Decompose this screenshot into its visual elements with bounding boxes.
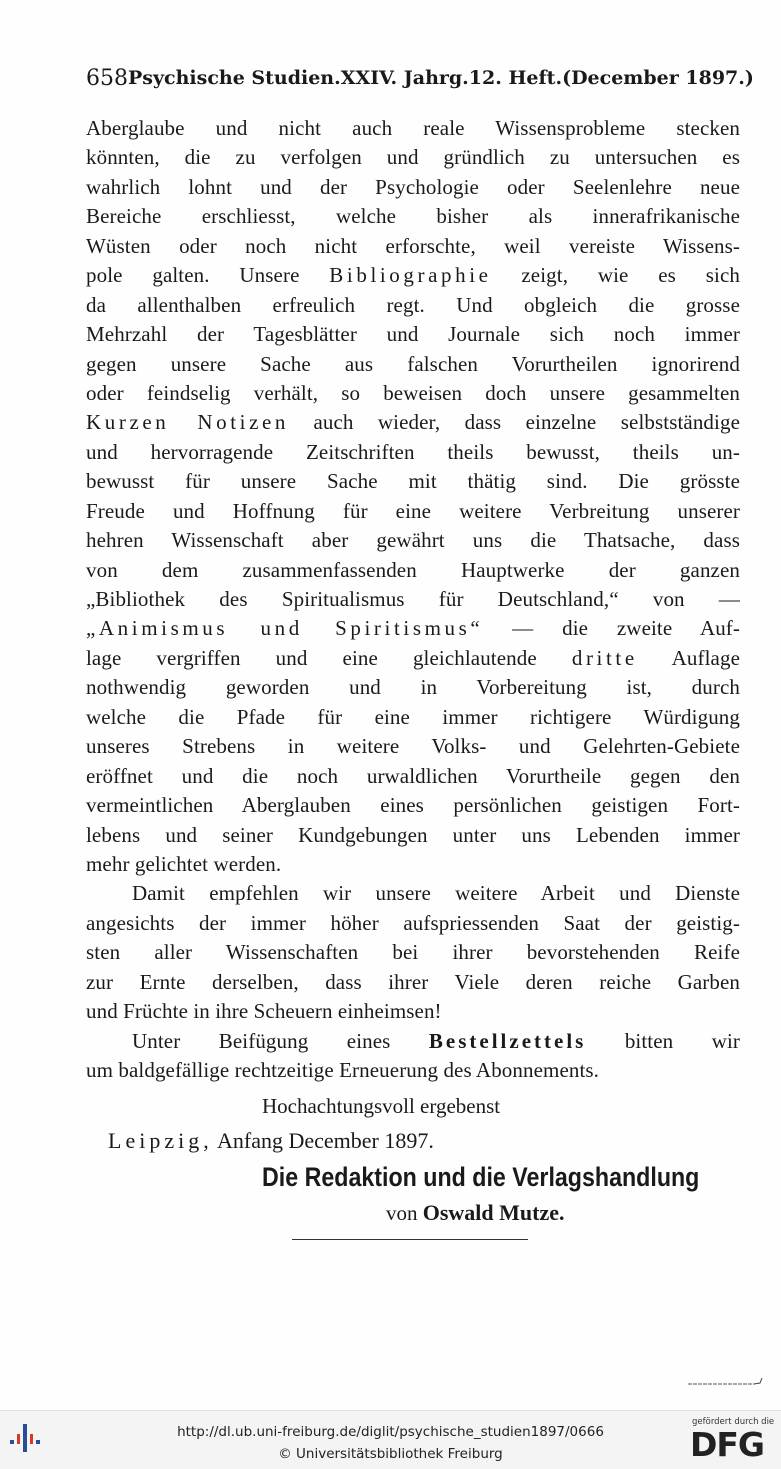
- text-line: sten aller Wissenschaften bei ihrer bevorstehenden Reife: [86, 940, 740, 965]
- text-line: da allenthalben erfreulich regt. Und obgleich die grosse: [86, 292, 740, 317]
- text-line: oder feindselig verhält, so beweisen doch unsere gesammelten: [86, 380, 740, 405]
- text-segment: pole galten. Unsere: [86, 263, 330, 288]
- text-line: [86, 261, 740, 290]
- place-date: Anfang December 1897.: [212, 1128, 434, 1153]
- text-line: vermeintlichen Aberglauben eines persönlichen geistigen Fort-: [86, 793, 740, 818]
- text-line: unseres Strebens in weitere Volks- und Gelehrten-Gebiete: [86, 734, 740, 759]
- running-header: [86, 62, 754, 94]
- text-segment: auch wieder, dass einzelne selbstständige: [289, 410, 740, 435]
- text-line: eröffnet und die noch urwaldlichen Vorurtheile gegen den: [86, 763, 740, 788]
- volume: XXIV. Jahrg.: [340, 67, 469, 89]
- emphasized-text: Bibliographie: [329, 263, 492, 288]
- page-edge-mark: [688, 1378, 764, 1392]
- text-line: nothwendig geworden und in Vorbereitung ist, durch: [86, 675, 740, 700]
- header-date: (December 1897.): [562, 67, 754, 89]
- source-url-link[interactable]: http://dl.ub.uni-freiburg.de/diglit/psychische_studien1897/0666: [177, 1424, 604, 1440]
- text-line: wahrlich lohnt und der Psychologie oder Seelenlehre neue: [86, 174, 740, 199]
- text-line: zur Ernte derselben, dass ihrer Viele deren reiche Garben: [86, 969, 740, 994]
- closing-place-date: [108, 1128, 781, 1154]
- text-line: [86, 1027, 740, 1056]
- text-segment: lage vergriffen und eine gleichlautende: [86, 645, 572, 670]
- emphasized-text: „Animismus und Spiritismus“: [86, 616, 484, 641]
- page-number: 658: [86, 65, 128, 91]
- text-line: [86, 614, 740, 643]
- publisher-name: Oswald Mutze.: [422, 1200, 565, 1225]
- text-line: Mehrzahl der Tagesblätter und Journale sich noch immer: [86, 322, 740, 347]
- body-text: [86, 114, 740, 1085]
- emphasized-text: Bestellzettels: [428, 1028, 587, 1053]
- text-line: „Bibliothek des Spiritualismus für Deutschland,“ von —: [86, 587, 740, 611]
- text-line: Damit empfehlen wir unsere weitere Arbeit und Dienste: [132, 881, 740, 906]
- text-line: [86, 408, 740, 437]
- text-line: Aberglaube und nicht auch reale Wissensprobleme stecken: [86, 116, 740, 140]
- text-segment: Unter Beifügung eines: [132, 1028, 429, 1053]
- dfg-caption: gefördert durch die: [692, 1417, 775, 1427]
- emphasized-text: dritte: [571, 645, 638, 670]
- text-segment: Auflage: [637, 645, 740, 670]
- closing-rule: [292, 1239, 528, 1240]
- signature-publisher: [386, 1200, 781, 1226]
- text-segment: zeigt, wie es sich: [491, 263, 740, 288]
- text-line: von dem zusammenfassenden Hauptwerke der ganzen: [86, 557, 740, 582]
- text-line: [86, 644, 740, 673]
- text-segment: bitten wir: [586, 1028, 740, 1053]
- text-line: mehr gelichtet werden.: [86, 851, 282, 876]
- text-line: um baldgefällige rechtzeitige Erneuerung des Abonnements.: [86, 1058, 600, 1082]
- dfg-logo: DFG: [690, 1425, 765, 1464]
- text-line: hehren Wissenschaft aber gewährt uns die Thatsache, dass: [86, 528, 740, 553]
- text-line: gegen unsere Sache aus falschen Vorurtheilen ignorirend: [86, 351, 740, 376]
- text-line: Bereiche erschliesst, welche bisher als innerafrikanische: [86, 204, 740, 229]
- text-line: lebens und seiner Kundgebungen unter uns Lebenden immer: [86, 822, 740, 847]
- closing-greeting: Hochachtungsvoll ergebenst: [262, 1094, 501, 1118]
- issue: 12. Heft.: [468, 67, 563, 89]
- text-line: Wüsten oder noch nicht erforschte, weil vereiste Wissens-: [86, 233, 740, 258]
- text-line: bewusst für unsere Sache mit thätig sind. Die grösste: [86, 469, 740, 494]
- text-line: welche die Pfade für eine immer richtigere Würdigung: [86, 704, 740, 729]
- signature: Die Redaktion und die Verlagshandlung: [262, 1162, 700, 1192]
- text-segment: — die zweite Auf-: [483, 616, 740, 641]
- running-title: Psychische Studien.: [128, 67, 341, 89]
- emphasized-text: Kurzen Notizen: [86, 410, 290, 435]
- text-line: angesichts der immer höher aufspriessenden Saat der geistig-: [86, 910, 740, 935]
- text-line: und hervorragende Zeitschriften theils bewusst, theils un-: [86, 439, 740, 464]
- copyright-notice: © Universitätsbibliothek Freiburg: [278, 1446, 503, 1462]
- text-line: und Früchte in ihre Scheuern einheimsen!: [86, 999, 442, 1024]
- text-line: könnten, die zu verfolgen und gründlich zu untersuchen es: [86, 145, 740, 170]
- signature-prefix: von: [386, 1201, 423, 1225]
- place-name: Leipzig,: [108, 1128, 213, 1153]
- text-line: Freude und Hoffnung für eine weitere Verbreitung unserer: [86, 498, 740, 523]
